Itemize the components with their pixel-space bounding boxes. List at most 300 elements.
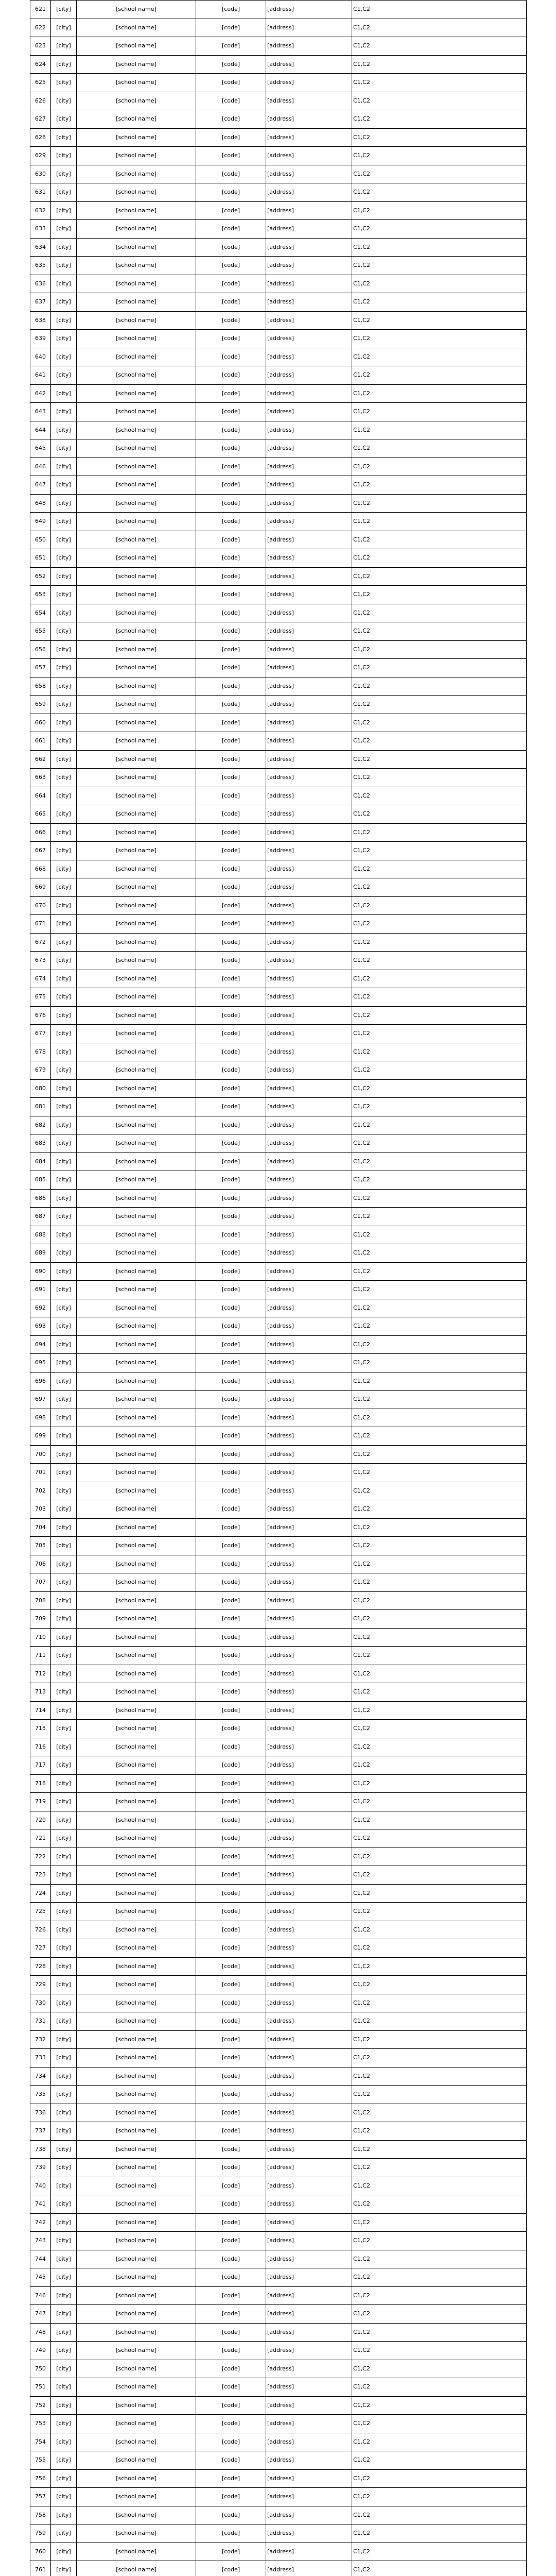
- table-row: [30, 1500, 527, 1519]
- row-school-name: [school name]: [77, 183, 196, 202]
- row-address: [address]: [266, 878, 352, 897]
- row-city: [city]: [51, 1518, 77, 1537]
- table-row: [30, 2140, 527, 2159]
- row-address: [address]: [266, 2159, 352, 2177]
- row-code: [code]: [196, 1555, 266, 1573]
- table-row: [30, 915, 527, 934]
- row-scope: C1,C2: [352, 1025, 527, 1043]
- table-row: [30, 2378, 527, 2397]
- row-index: 636: [30, 275, 51, 293]
- table-row: [30, 1756, 527, 1775]
- row-code: [code]: [196, 860, 266, 878]
- row-school-name: [school name]: [77, 1628, 196, 1647]
- row-address: [address]: [266, 366, 352, 385]
- row-city: [city]: [51, 2195, 77, 2214]
- row-city: [city]: [51, 1244, 77, 1263]
- row-index: 706: [30, 1555, 51, 1573]
- row-index: 696: [30, 1372, 51, 1391]
- row-city: [city]: [51, 19, 77, 37]
- row-school-name: [school name]: [77, 494, 196, 513]
- row-index: 734: [30, 2067, 51, 2086]
- row-index: 726: [30, 1921, 51, 1939]
- row-code: [code]: [196, 1354, 266, 1372]
- row-index: 757: [30, 2488, 51, 2506]
- row-address: [address]: [266, 1189, 352, 1208]
- row-scope: C1,C2: [352, 201, 527, 220]
- row-city: [city]: [51, 1043, 77, 1061]
- row-index: 663: [30, 769, 51, 787]
- row-index: 709: [30, 1610, 51, 1629]
- row-school-name: [school name]: [77, 1848, 196, 1866]
- row-code: [code]: [196, 1518, 266, 1537]
- row-code: [code]: [196, 1043, 266, 1061]
- row-index: 754: [30, 2433, 51, 2451]
- row-school-name: [school name]: [77, 147, 196, 165]
- row-city: [city]: [51, 55, 77, 74]
- row-address: [address]: [266, 74, 352, 92]
- row-school-name: [school name]: [77, 1354, 196, 1372]
- row-address: [address]: [266, 1683, 352, 1702]
- row-index: 688: [30, 1226, 51, 1244]
- row-city: [city]: [51, 732, 77, 751]
- row-city: [city]: [51, 1445, 77, 1464]
- row-city: [city]: [51, 1025, 77, 1043]
- table-row: [30, 257, 527, 275]
- row-code: [code]: [196, 37, 266, 56]
- row-address: [address]: [266, 696, 352, 714]
- table-row: [30, 1573, 527, 1592]
- row-address: [address]: [266, 37, 352, 56]
- table-row: [30, 1811, 527, 1829]
- row-code: [code]: [196, 1409, 266, 1427]
- row-scope: C1,C2: [352, 659, 527, 677]
- row-code: [code]: [196, 311, 266, 330]
- row-city: [city]: [51, 604, 77, 622]
- row-index: 697: [30, 1391, 51, 1409]
- row-index: 628: [30, 128, 51, 147]
- row-code: [code]: [196, 1208, 266, 1226]
- row-code: [code]: [196, 842, 266, 860]
- row-index: 622: [30, 19, 51, 37]
- row-scope: C1,C2: [352, 1756, 527, 1775]
- row-address: [address]: [266, 1372, 352, 1391]
- table-row: [30, 1391, 527, 1409]
- row-index: 704: [30, 1518, 51, 1537]
- row-address: [address]: [266, 238, 352, 257]
- table-row: [30, 640, 527, 659]
- table-row: [30, 2195, 527, 2214]
- row-scope: C1,C2: [352, 1793, 527, 1811]
- row-scope: C1,C2: [352, 732, 527, 751]
- row-code: [code]: [196, 476, 266, 495]
- row-code: [code]: [196, 1189, 266, 1208]
- row-address: [address]: [266, 750, 352, 769]
- row-school-name: [school name]: [77, 1793, 196, 1811]
- table-row: [30, 2286, 527, 2305]
- row-address: [address]: [266, 275, 352, 293]
- row-address: [address]: [266, 421, 352, 439]
- row-index: 629: [30, 147, 51, 165]
- row-index: 686: [30, 1189, 51, 1208]
- table-row: [30, 769, 527, 787]
- row-city: [city]: [51, 1372, 77, 1391]
- row-index: 656: [30, 640, 51, 659]
- row-scope: C1,C2: [352, 403, 527, 421]
- row-code: [code]: [196, 1134, 266, 1153]
- table-row: [30, 201, 527, 220]
- row-city: [city]: [51, 311, 77, 330]
- row-school-name: [school name]: [77, 348, 196, 366]
- row-address: [address]: [266, 1244, 352, 1263]
- row-address: [address]: [266, 1829, 352, 1848]
- row-scope: C1,C2: [352, 842, 527, 860]
- row-code: [code]: [196, 1006, 266, 1025]
- table-row: [30, 2433, 527, 2451]
- row-index: 750: [30, 2360, 51, 2378]
- row-code: [code]: [196, 2122, 266, 2141]
- row-address: [address]: [266, 1555, 352, 1573]
- row-address: [address]: [266, 2323, 352, 2342]
- table-row: [30, 2159, 527, 2177]
- row-city: [city]: [51, 2250, 77, 2268]
- row-code: [code]: [196, 2213, 266, 2232]
- row-school-name: [school name]: [77, 220, 196, 239]
- row-code: [code]: [196, 769, 266, 787]
- row-code: [code]: [196, 1994, 266, 2012]
- row-scope: C1,C2: [352, 1866, 527, 1885]
- table-row: [30, 2104, 527, 2122]
- row-address: [address]: [266, 2067, 352, 2086]
- row-code: [code]: [196, 1756, 266, 1775]
- row-city: [city]: [51, 2378, 77, 2397]
- row-school-name: [school name]: [77, 457, 196, 476]
- row-index: 669: [30, 878, 51, 897]
- row-city: [city]: [51, 1756, 77, 1775]
- table-row: [30, 567, 527, 586]
- row-code: [code]: [196, 1226, 266, 1244]
- row-code: [code]: [196, 1464, 266, 1482]
- row-index: 694: [30, 1335, 51, 1354]
- row-code: [code]: [196, 1957, 266, 1976]
- row-school-name: [school name]: [77, 19, 196, 37]
- row-index: 632: [30, 201, 51, 220]
- table-row: [30, 457, 527, 476]
- row-city: [city]: [51, 1500, 77, 1519]
- row-city: [city]: [51, 1482, 77, 1500]
- row-index: 659: [30, 696, 51, 714]
- row-city: [city]: [51, 787, 77, 805]
- row-school-name: [school name]: [77, 2232, 196, 2250]
- row-school-name: [school name]: [77, 1244, 196, 1263]
- row-city: [city]: [51, 421, 77, 439]
- row-address: [address]: [266, 1701, 352, 1720]
- row-city: [city]: [51, 714, 77, 732]
- table-row: [30, 1006, 527, 1025]
- row-scope: C1,C2: [352, 640, 527, 659]
- row-index: 739: [30, 2159, 51, 2177]
- row-index: 653: [30, 586, 51, 604]
- row-school-name: [school name]: [77, 37, 196, 56]
- row-address: [address]: [266, 787, 352, 805]
- row-code: [code]: [196, 1903, 266, 1921]
- row-school-name: [school name]: [77, 1464, 196, 1482]
- row-address: [address]: [266, 1793, 352, 1811]
- table-row: [30, 1720, 527, 1738]
- table-row: [30, 2232, 527, 2250]
- row-scope: C1,C2: [352, 2067, 527, 2086]
- row-scope: C1,C2: [352, 2140, 527, 2159]
- row-school-name: [school name]: [77, 531, 196, 549]
- row-scope: C1,C2: [352, 220, 527, 239]
- row-index: 665: [30, 805, 51, 824]
- row-address: [address]: [266, 1171, 352, 1190]
- row-city: [city]: [51, 1537, 77, 1555]
- row-index: 667: [30, 842, 51, 860]
- row-school-name: [school name]: [77, 1665, 196, 1683]
- row-scope: C1,C2: [352, 2104, 527, 2122]
- row-scope: C1,C2: [352, 769, 527, 787]
- row-address: [address]: [266, 55, 352, 74]
- row-school-name: [school name]: [77, 1025, 196, 1043]
- row-index: 651: [30, 549, 51, 568]
- row-address: [address]: [266, 2360, 352, 2378]
- row-code: [code]: [196, 1079, 266, 1098]
- row-school-name: [school name]: [77, 2195, 196, 2214]
- row-scope: C1,C2: [352, 1116, 527, 1134]
- table-row: [30, 1647, 527, 1665]
- row-address: [address]: [266, 2543, 352, 2561]
- table-row: [30, 1244, 527, 1263]
- table-row: [30, 1354, 527, 1372]
- row-address: [address]: [266, 860, 352, 878]
- row-scope: C1,C2: [352, 2524, 527, 2543]
- table-row: [30, 1793, 527, 1811]
- row-address: [address]: [266, 92, 352, 110]
- row-school-name: [school name]: [77, 2360, 196, 2378]
- row-scope: C1,C2: [352, 1354, 527, 1372]
- row-scope: C1,C2: [352, 604, 527, 622]
- row-scope: C1,C2: [352, 1317, 527, 1336]
- row-address: [address]: [266, 1957, 352, 1976]
- row-school-name: [school name]: [77, 659, 196, 677]
- table-row: [30, 1884, 527, 1903]
- row-city: [city]: [51, 439, 77, 458]
- row-code: [code]: [196, 2506, 266, 2524]
- row-address: [address]: [266, 1756, 352, 1775]
- row-index: 668: [30, 860, 51, 878]
- row-city: [city]: [51, 1098, 77, 1116]
- row-address: [address]: [266, 769, 352, 787]
- row-index: 693: [30, 1317, 51, 1336]
- row-school-name: [school name]: [77, 403, 196, 421]
- row-school-name: [school name]: [77, 1774, 196, 1793]
- row-school-name: [school name]: [77, 1391, 196, 1409]
- row-scope: C1,C2: [352, 92, 527, 110]
- row-school-name: [school name]: [77, 1756, 196, 1775]
- row-code: [code]: [196, 1665, 266, 1683]
- row-code: [code]: [196, 823, 266, 842]
- row-index: 718: [30, 1774, 51, 1793]
- row-school-name: [school name]: [77, 165, 196, 183]
- row-school-name: [school name]: [77, 714, 196, 732]
- row-address: [address]: [266, 2506, 352, 2524]
- row-school-name: [school name]: [77, 1738, 196, 1756]
- row-city: [city]: [51, 1555, 77, 1573]
- row-address: [address]: [266, 1866, 352, 1885]
- row-school-name: [school name]: [77, 513, 196, 531]
- row-scope: C1,C2: [352, 1994, 527, 2012]
- row-index: 654: [30, 604, 51, 622]
- row-city: [city]: [51, 2012, 77, 2031]
- row-school-name: [school name]: [77, 257, 196, 275]
- row-address: [address]: [266, 2451, 352, 2470]
- row-index: 660: [30, 714, 51, 732]
- row-address: [address]: [266, 2268, 352, 2287]
- row-scope: C1,C2: [352, 19, 527, 37]
- row-code: [code]: [196, 275, 266, 293]
- row-scope: C1,C2: [352, 165, 527, 183]
- row-school-name: [school name]: [77, 1317, 196, 1336]
- row-school-name: [school name]: [77, 201, 196, 220]
- row-school-name: [school name]: [77, 2561, 196, 2576]
- row-city: [city]: [51, 220, 77, 239]
- row-school-name: [school name]: [77, 2104, 196, 2122]
- row-index: 670: [30, 896, 51, 915]
- row-city: [city]: [51, 1171, 77, 1190]
- row-school-name: [school name]: [77, 1720, 196, 1738]
- row-code: [code]: [196, 1701, 266, 1720]
- table-row: [30, 2177, 527, 2195]
- row-index: 623: [30, 37, 51, 56]
- row-school-name: [school name]: [77, 275, 196, 293]
- row-school-name: [school name]: [77, 549, 196, 568]
- row-index: 740: [30, 2177, 51, 2195]
- table-row: [30, 1025, 527, 1043]
- table-row: [30, 531, 527, 549]
- row-school-name: [school name]: [77, 238, 196, 257]
- row-scope: C1,C2: [352, 896, 527, 915]
- table-row: [30, 311, 527, 330]
- row-code: [code]: [196, 1848, 266, 1866]
- table-row: [30, 878, 527, 897]
- row-address: [address]: [266, 494, 352, 513]
- row-city: [city]: [51, 1957, 77, 1976]
- row-city: [city]: [51, 330, 77, 348]
- row-code: [code]: [196, 2177, 266, 2195]
- row-index: 708: [30, 1591, 51, 1610]
- row-index: 701: [30, 1464, 51, 1482]
- row-scope: C1,C2: [352, 2086, 527, 2104]
- row-city: [city]: [51, 2360, 77, 2378]
- row-code: [code]: [196, 677, 266, 696]
- row-city: [city]: [51, 549, 77, 568]
- row-school-name: [school name]: [77, 732, 196, 751]
- row-school-name: [school name]: [77, 1372, 196, 1391]
- row-city: [city]: [51, 366, 77, 385]
- row-school-name: [school name]: [77, 1134, 196, 1153]
- table-row: [30, 2415, 527, 2433]
- row-scope: C1,C2: [352, 2488, 527, 2506]
- table-row: [30, 1262, 527, 1281]
- row-scope: C1,C2: [352, 1701, 527, 1720]
- row-index: 689: [30, 1244, 51, 1263]
- row-school-name: [school name]: [77, 2067, 196, 2086]
- row-school-name: [school name]: [77, 2286, 196, 2305]
- row-scope: C1,C2: [352, 457, 527, 476]
- row-school-name: [school name]: [77, 1701, 196, 1720]
- row-address: [address]: [266, 2524, 352, 2543]
- row-code: [code]: [196, 201, 266, 220]
- row-scope: C1,C2: [352, 439, 527, 458]
- row-code: [code]: [196, 2159, 266, 2177]
- row-address: [address]: [266, 1391, 352, 1409]
- row-index: 685: [30, 1171, 51, 1190]
- row-index: 728: [30, 1957, 51, 1976]
- row-code: [code]: [196, 1683, 266, 1702]
- row-code: [code]: [196, 2086, 266, 2104]
- row-code: [code]: [196, 787, 266, 805]
- table-row: [30, 494, 527, 513]
- table-row: [30, 330, 527, 348]
- row-city: [city]: [51, 1006, 77, 1025]
- row-code: [code]: [196, 384, 266, 403]
- row-address: [address]: [266, 2433, 352, 2451]
- row-code: [code]: [196, 2268, 266, 2287]
- row-scope: C1,C2: [352, 1903, 527, 1921]
- row-scope: C1,C2: [352, 74, 527, 92]
- row-scope: C1,C2: [352, 2250, 527, 2268]
- row-scope: C1,C2: [352, 1391, 527, 1409]
- row-scope: C1,C2: [352, 2177, 527, 2195]
- table-row: [30, 2305, 527, 2324]
- row-scope: C1,C2: [352, 1134, 527, 1153]
- row-index: 699: [30, 1427, 51, 1446]
- row-school-name: [school name]: [77, 1226, 196, 1244]
- table-row: [30, 823, 527, 842]
- row-address: [address]: [266, 622, 352, 641]
- row-code: [code]: [196, 1445, 266, 1464]
- row-scope: C1,C2: [352, 1409, 527, 1427]
- table-row: [30, 750, 527, 769]
- table-row: [30, 1665, 527, 1683]
- table-row: [30, 1482, 527, 1500]
- row-address: [address]: [266, 970, 352, 988]
- row-city: [city]: [51, 2323, 77, 2342]
- table-row: [30, 1079, 527, 1098]
- row-index: 650: [30, 531, 51, 549]
- table-row: [30, 860, 527, 878]
- row-code: [code]: [196, 2451, 266, 2470]
- row-address: [address]: [266, 220, 352, 239]
- row-school-name: [school name]: [77, 2543, 196, 2561]
- row-index: 637: [30, 293, 51, 312]
- row-scope: C1,C2: [352, 970, 527, 988]
- row-school-name: [school name]: [77, 2433, 196, 2451]
- table-row: [30, 1281, 527, 1299]
- row-address: [address]: [266, 823, 352, 842]
- row-code: [code]: [196, 1061, 266, 1080]
- table-row: [30, 2213, 527, 2232]
- table-row: [30, 1153, 527, 1171]
- row-school-name: [school name]: [77, 1262, 196, 1281]
- row-scope: C1,C2: [352, 384, 527, 403]
- table-row: [30, 1061, 527, 1080]
- row-code: [code]: [196, 1482, 266, 1500]
- row-address: [address]: [266, 2012, 352, 2031]
- row-school-name: [school name]: [77, 2396, 196, 2415]
- row-school-name: [school name]: [77, 1994, 196, 2012]
- row-school-name: [school name]: [77, 2342, 196, 2360]
